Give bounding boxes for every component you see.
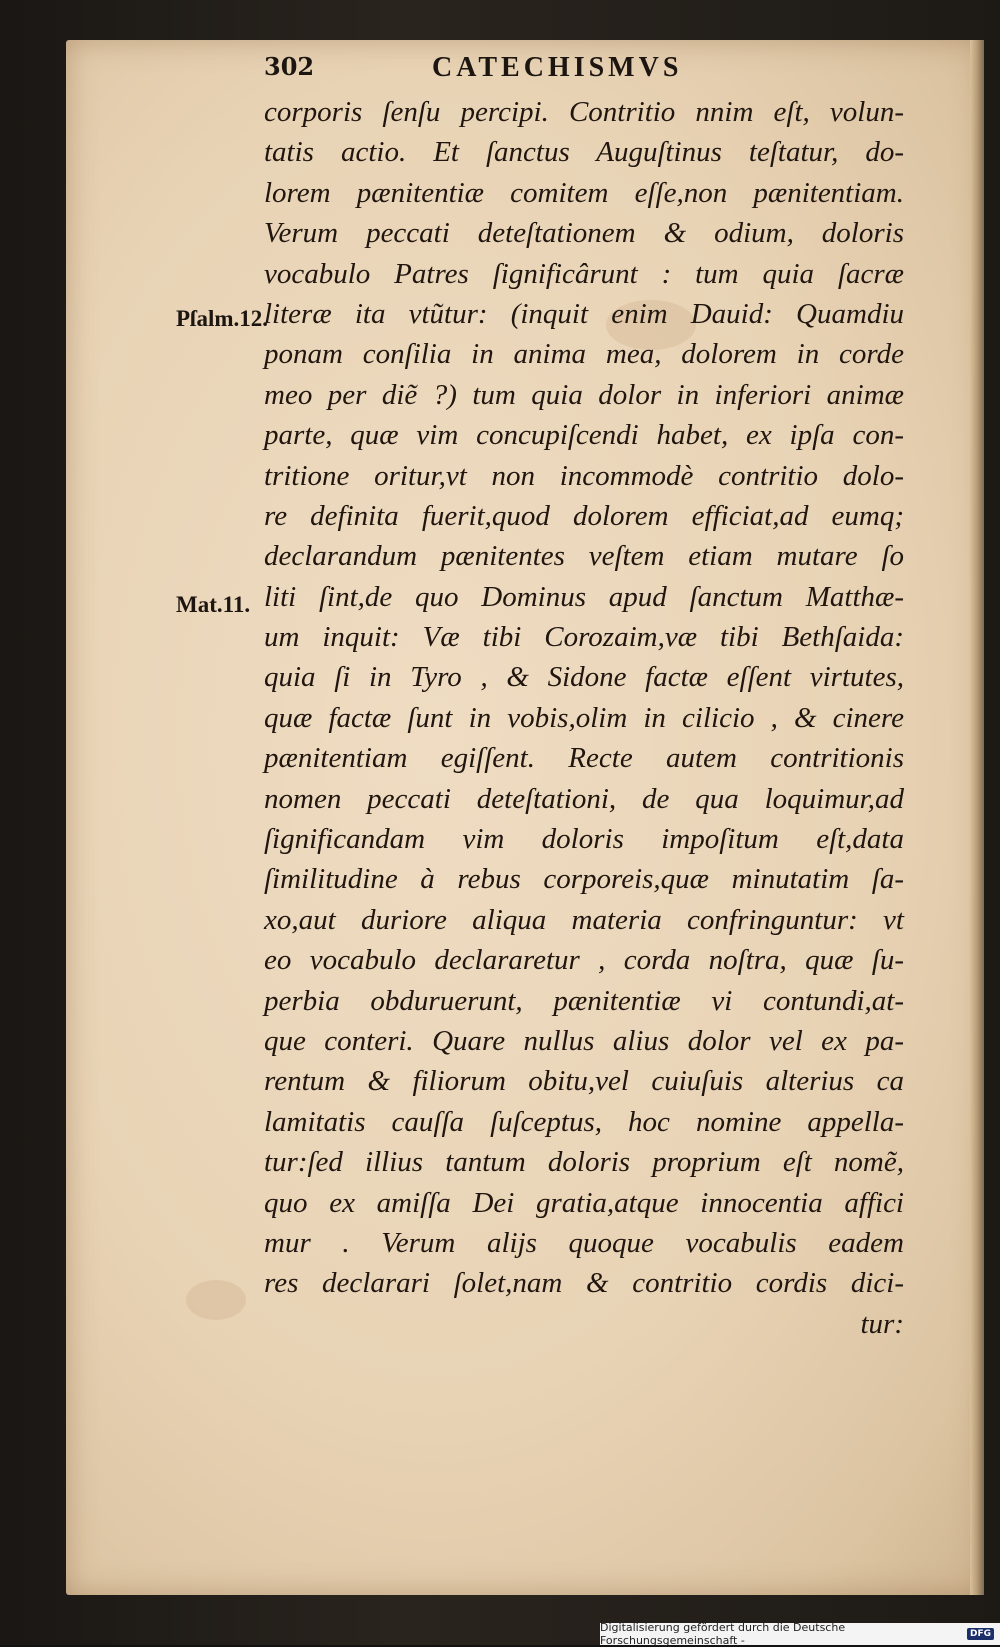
footer-bar bbox=[600, 1623, 1000, 1645]
text-line: ſignificandam vim doloris impoſitum eſt,data bbox=[264, 823, 904, 856]
text-line: um inquit: Væ tibi Corozaim,væ tibi Bethſaida: bbox=[264, 621, 904, 654]
text-line: xo,aut duriore aliqua materia confringuntur: vt bbox=[264, 903, 904, 936]
text-line: meo per diẽ ?) tum quia dolor in inferiori animæ bbox=[264, 378, 904, 411]
paper-stain bbox=[186, 1280, 246, 1320]
text-line: tritione oritur,vt non incommodè contritio dolo- bbox=[264, 459, 904, 492]
text-line: quæ factæ ſunt in vobis,olim in cilicio , & cinere bbox=[264, 701, 904, 734]
text-line: declarandum pænitentes veſtem etiam mutare ſo bbox=[264, 540, 904, 573]
running-title: CATECHISMVS bbox=[432, 52, 683, 83]
text-line: re definita fuerit,quod dolorem efficiat,ad eumq; bbox=[264, 499, 904, 532]
text-line: nomen peccati deteſtationi, de qua loquimur,ad bbox=[264, 782, 904, 815]
text-line: res declarari ſolet,nam & contritio cordis dici- bbox=[264, 1267, 904, 1300]
text-line: parte, quæ vim concupiſcendi habet, ex ipſa con- bbox=[264, 419, 904, 452]
marginal-note-psalm: Pſalm.12. bbox=[176, 306, 268, 331]
text-line: liti ſint,de quo Dominus apud ſanctum Matthæ- bbox=[264, 580, 904, 613]
text-line: literæ ita vtũtur: (inquit enim Dauid: Quamdiu bbox=[264, 297, 904, 330]
page-header bbox=[264, 52, 784, 92]
page-edge bbox=[970, 40, 984, 1595]
text-line: lamitatis cauſſa ſuſceptus, hoc nomine appella- bbox=[264, 1105, 904, 1138]
body-text bbox=[264, 92, 904, 1344]
text-line: rentum & filiorum obitu,vel cuiuſuis alterius ca bbox=[264, 1065, 904, 1098]
text-line: tur:ſed illius tantum doloris proprium eſt nomẽ, bbox=[264, 1146, 904, 1179]
text-line: mur . Verum alijs quoque vocabulis eadem bbox=[264, 1226, 904, 1259]
text-line: eo vocabulo declararetur , corda noſtra, quæ ſu- bbox=[264, 944, 904, 977]
dfg-logo: DFG bbox=[967, 1628, 994, 1640]
text-line: pænitentiam egiſſent. Recte autem contritionis bbox=[264, 742, 904, 775]
text-line: quo ex amiſſa Dei gratia,atque innocentia affici bbox=[264, 1186, 904, 1219]
text-line: ſimilitudine à rebus corporeis,quæ minutatim ſa- bbox=[264, 863, 904, 896]
page-number: 302 bbox=[264, 52, 315, 81]
text-line-catchword: tur: bbox=[860, 1307, 904, 1340]
text-line: corporis ſenſu percipi. Contritio nnim eſt, volun- bbox=[264, 96, 904, 128]
text-line: tatis actio. Et ſanctus Auguſtinus teſtatur, do- bbox=[264, 136, 904, 169]
text-line: vocabulo Patres ſignificârunt : tum quia ſacræ bbox=[264, 257, 904, 290]
text-line: que conteri. Quare nullus alius dolor vel ex pa- bbox=[264, 1024, 904, 1057]
text-line: ponam conſilia in anima mea, dolorem in corde bbox=[264, 338, 904, 371]
text-line: lorem pænitentiæ comitem eſſe,non pænitentiam. bbox=[264, 176, 904, 209]
text-line: quia ſi in Tyro , & Sidone factæ eſſent virtutes, bbox=[264, 661, 904, 694]
text-line: Verum peccati deteſtationem & odium, doloris bbox=[264, 217, 904, 250]
marginal-note-matthew: Mat.11. bbox=[176, 592, 251, 617]
text-line: perbia obduruerunt, pænitentiæ vi contundi,at- bbox=[264, 984, 904, 1017]
funding-note: Digitalisierung gefördert durch die Deutsche Forschungsgemeinschaft - bbox=[600, 1621, 846, 1647]
